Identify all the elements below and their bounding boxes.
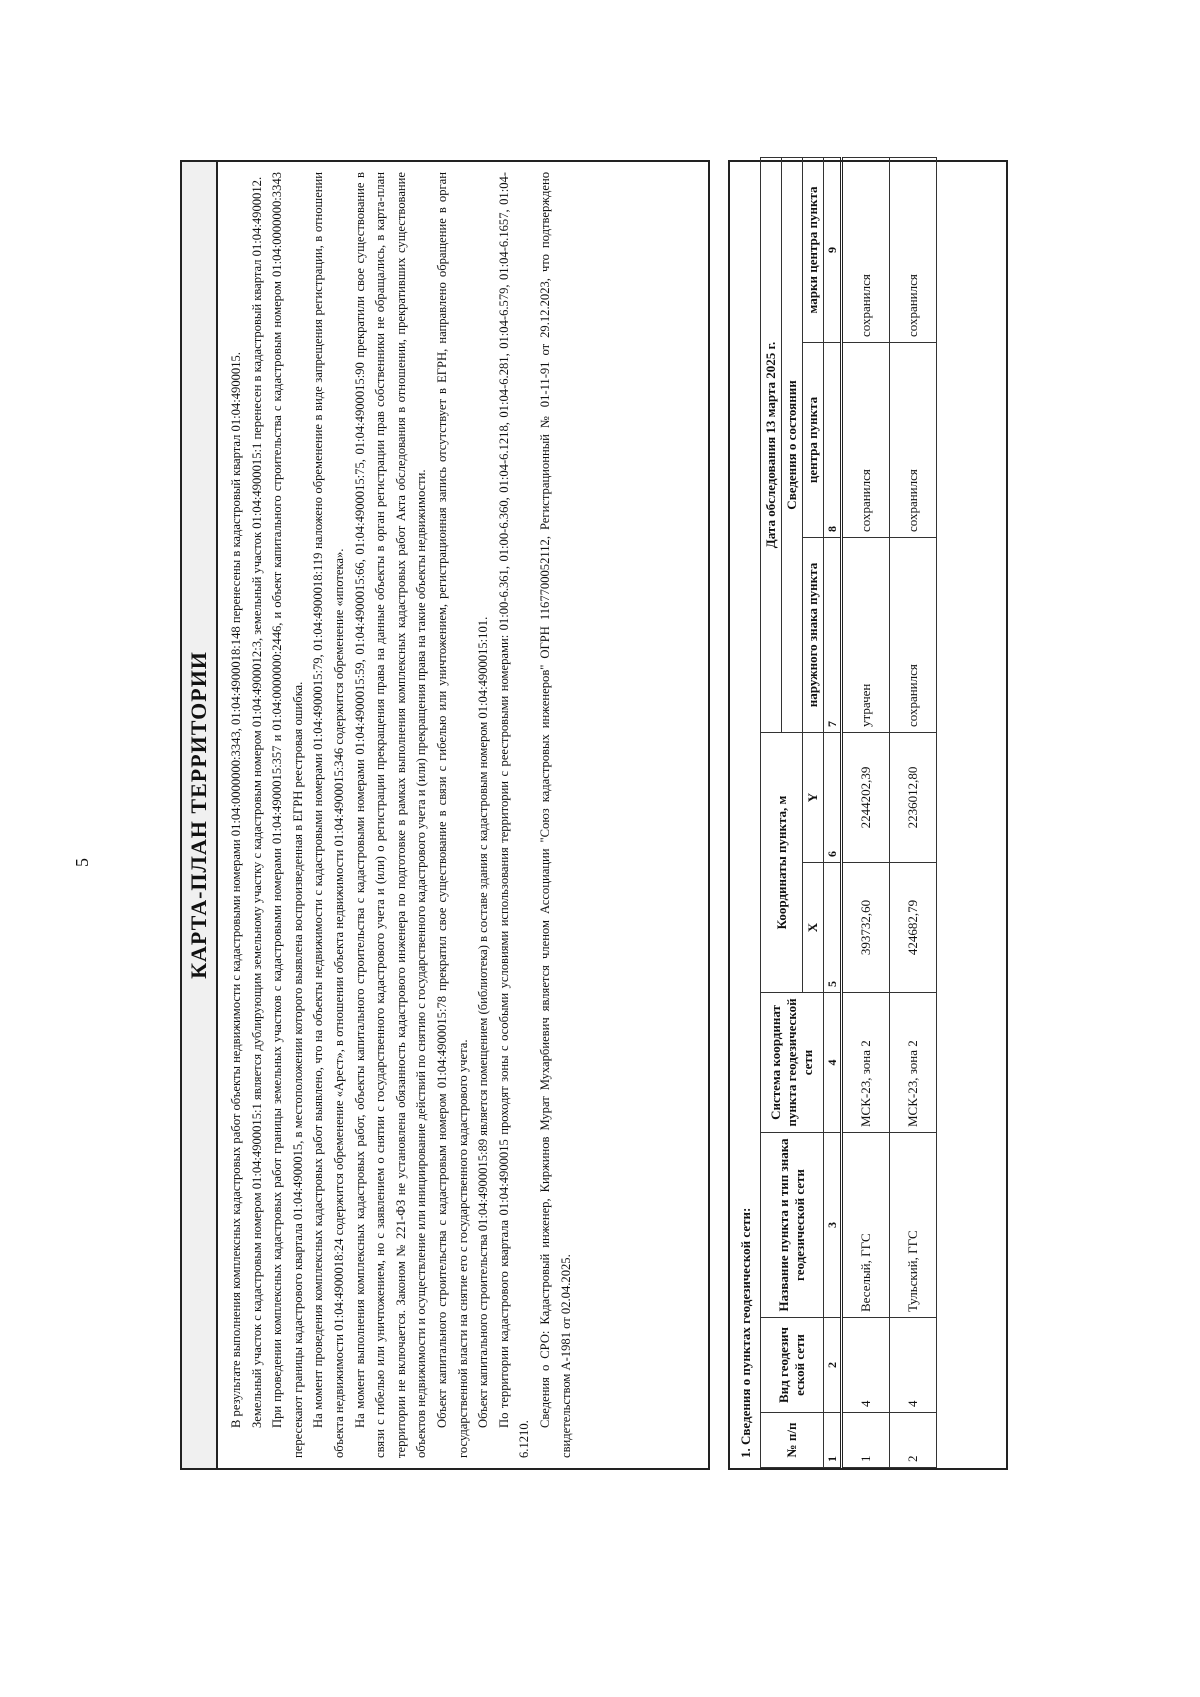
cell-point-name: Тульский, ГГС xyxy=(890,1133,937,1318)
cell-y: 2236012,80 xyxy=(890,733,937,863)
header-center: центра пункта xyxy=(803,343,824,538)
cell-num: 2 xyxy=(890,1413,937,1468)
territory-plan-frame xyxy=(180,160,710,1470)
table-caption: 1. Сведения о пунктах геодезической сети: xyxy=(738,1207,753,1458)
paragraph-3: При проведении комплексных кадастровых работ границы земельных участков с кадастровыми номерами 01:04:4900015:357 и 01:04:0000000:2446, и объект капитального строительства с кадастровым номером 01:04:0000000:3343 пересекают границы кадастрового квартала 01:04:4900015, в местоположении которого выявлена воспроизведенная в ЕГРН реестровая ошибка. xyxy=(270,172,305,1458)
cell-x: 424682,79 xyxy=(890,863,937,993)
table-row xyxy=(890,157,937,1467)
header-x: X xyxy=(803,863,824,993)
header-coordinates: Координаты пункта, м xyxy=(761,733,803,993)
cell-center: сохранился xyxy=(842,343,890,538)
cell-point-name: Веселый, ГГС xyxy=(842,1133,890,1318)
col-number: 4 xyxy=(824,993,842,1133)
description-text xyxy=(218,162,582,1468)
header-num: № п/п xyxy=(761,1413,824,1468)
cell-network-type: 4 xyxy=(842,1318,890,1413)
header-outer-sign: наружного знака пункта xyxy=(803,538,824,733)
cell-coordinate-system: МСК-23, зона 2 xyxy=(842,993,890,1133)
col-number: 8 xyxy=(824,343,842,538)
paragraph-7: Объект капитального строительства 01:04:4900015:89 является помещением (библиотека) в составе здания с кадастровым номером 01:04:4900015:101. xyxy=(476,616,491,1428)
col-number: 7 xyxy=(824,538,842,733)
col-number: 3 xyxy=(824,1133,842,1318)
col-number: 6 xyxy=(824,733,842,863)
paragraph-8: По территории кадастрового квартала 01:04:4900015 проходят зоны с особыми условиями использования территории с реестровыми номерами: 01:00-6.361, 01:00-6.360, 01:04-6.1218, 01:04-6.281, 01:04-6.579, 01:04-6.1657, 01:04-6.1210. xyxy=(496,172,532,1458)
cell-network-type: 4 xyxy=(890,1318,937,1413)
rotated-page-content xyxy=(180,160,1010,1470)
paragraph-2: Земельный участок с кадастровым номером 01:04:4900015:1 является дублирующим земельному участку с кадастровым номером 01:04:4900012:3, земельный участок 01:04:4900015:1 перенесен в кадастровый квартал 01:04:4900012. xyxy=(249,176,264,1428)
cell-y: 2244202,39 xyxy=(842,733,890,863)
header-coordinate-system: Система координат пункта геодезической сети xyxy=(761,993,824,1133)
cell-outer-sign: утрачен xyxy=(842,538,890,733)
col-number: 1 xyxy=(824,1413,842,1468)
cell-center-marks: сохранился xyxy=(890,157,937,342)
header-network-type: Вид геодезич еской сети xyxy=(761,1318,824,1413)
cell-num: 1 xyxy=(842,1413,890,1468)
col-number: 2 xyxy=(824,1318,842,1413)
column-number-row xyxy=(824,157,842,1467)
cell-center: сохранился xyxy=(890,343,937,538)
page-number: 5 xyxy=(72,858,92,867)
header-state-info: Сведения о состоянии xyxy=(782,157,803,732)
paragraph-6: Объект капитального строительства с кадастровым номером 01:04:4900015:78 прекратил свое существование в связи с гибелью или уничтожением, регистрационная запись отсутствует в ЕГРН, направлено обращение в орган государственной власти на снятие его с государственного кадастрового учета. xyxy=(434,172,470,1458)
table-row xyxy=(842,157,890,1467)
col-number: 9 xyxy=(824,157,842,342)
header-point-name: Название пункта и тип знака геодезической сети xyxy=(761,1133,824,1318)
geodetic-network-section xyxy=(728,160,1008,1470)
page-title: КАРТА-ПЛАН ТЕРРИТОРИИ xyxy=(182,162,218,1468)
cell-coordinate-system: МСК-23, зона 2 xyxy=(890,993,937,1133)
paragraph-1: В результате выполнения комплексных кадастровых работ объекты недвижимости с кадастровыми номерами 01:04:0000000:3343, 01:04:4900018:148 перенесены в кадастровый квартал 01:04:4900015. xyxy=(229,352,243,1428)
cell-center-marks: сохранился xyxy=(842,157,890,342)
header-survey-date: Дата обследования 13 марта 2025 г. xyxy=(761,157,782,732)
cell-outer-sign: сохранился xyxy=(890,538,937,733)
header-y: Y xyxy=(803,733,824,863)
paragraph-5: На момент выполнения комплексных кадастровых работ, объекты капитального строительства с кадастровыми номерами 01:04:4900015:59, 01:04:4900015:66, 01:04:4900015:75, 01:04:4900015:90 прекратили свое существование в связи с гибелью или уничтожением, но с заявлением о снятии с государственного кадастрового учета и (или) о регистрации прекращения права на данные объекты в орган регистрации прав собственники не обращались, в карта-план территории не включается. Законом № 221-ФЗ не установлена обязанность кадастрового инженера по подготовке в рамках выполнения комплексных кадастровых работ Акта обследования в отношении, прекративших существование объектов недвижимости и осуществление или инициирование действий по снятию с государственного кадастрового учета и (или) прекращения права на такие объекты недвижимости. xyxy=(352,172,429,1458)
header-center-marks: марки центра пункта xyxy=(803,157,824,342)
cell-x: 393732,60 xyxy=(842,863,890,993)
paragraph-9: Сведения о СРО: Кадастровый инженер, Киржинов Мурат Мухарбиевич является членом Ассоциации "Союз кадастровых инженеров" ОГРН 1167700052112, Регистрационный № 01-11-91 от 29.12.2023, что подтверждено свидетельством А-1981 от 02.04.2025. xyxy=(537,172,573,1458)
geodetic-points-table xyxy=(760,157,937,1468)
paragraph-4: На момент проведения комплексных кадастровых работ выявлено, что на объекты недвижимости с кадастровыми номерами 01:04:4900015:79, 01:04:4900018:119 наложено обременение в виде запрещения регистрации, в отношении объекта недвижимости 01:04:4900018:24 содержится обременение «Арест», в отношении объекта недвижимости 01:04:4900015:346 содержится обременение «ипотека». xyxy=(311,172,346,1458)
col-number: 5 xyxy=(824,863,842,993)
